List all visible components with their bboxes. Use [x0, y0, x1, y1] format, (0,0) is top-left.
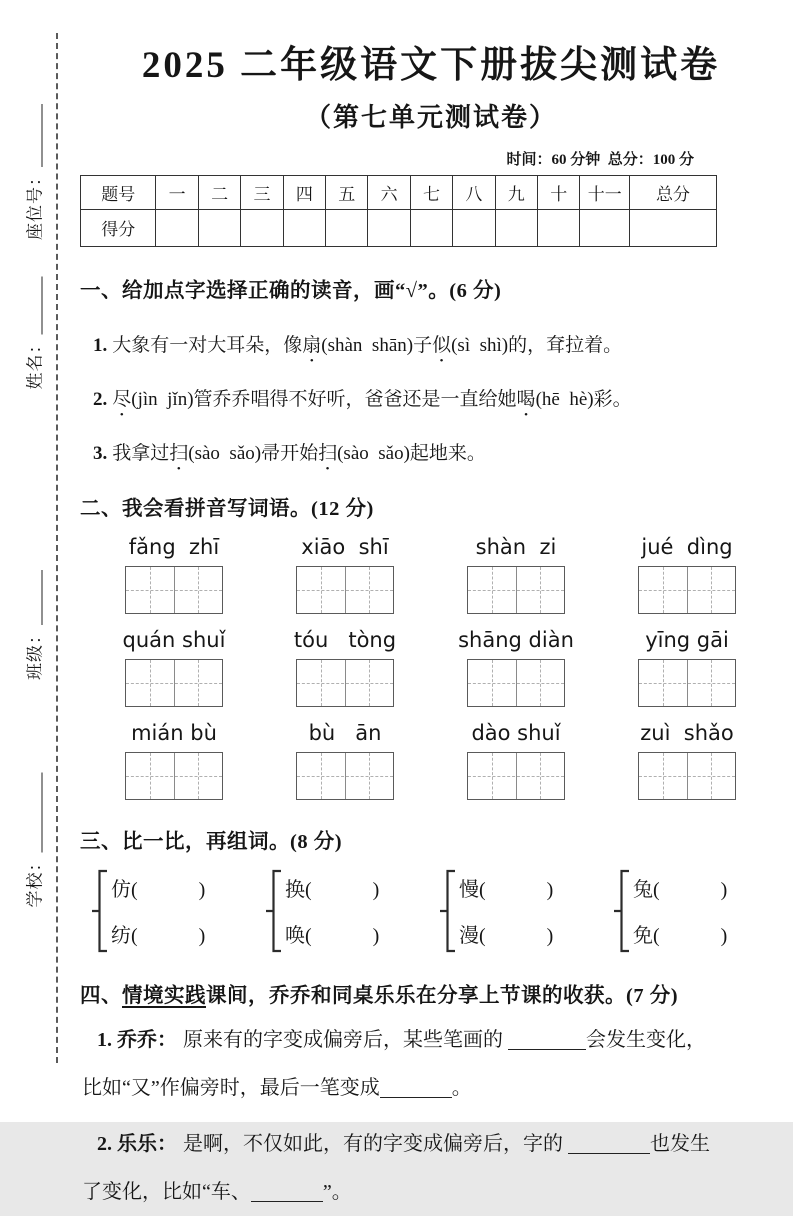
dotted-character: 扫	[169, 442, 189, 464]
pinyin-word-column	[285, 721, 405, 800]
text-segment: (jìn jǐn)管乔乔唱得不好听，爸爸还是一直给她	[131, 388, 517, 410]
compare-character: 慢	[459, 879, 479, 902]
pinyin-word-column	[285, 535, 405, 614]
col-header: 七	[410, 175, 452, 209]
answer-blank	[568, 1132, 650, 1153]
pinyin-label: quán shuǐ	[122, 627, 226, 652]
seat-number-blank	[40, 104, 43, 167]
paren-open: (	[653, 879, 661, 902]
text-segment: 是啊，不仅如此，有的字变成偏旁后，字的	[183, 1132, 568, 1155]
paren-open: (	[653, 925, 661, 948]
paren-close: )	[198, 925, 207, 948]
name-field	[21, 277, 46, 390]
compare-character: 免	[633, 925, 653, 948]
compare-character: 纺	[111, 925, 131, 948]
text-segment: (hē hè)彩。	[535, 388, 632, 410]
word-pair-group	[266, 868, 440, 954]
text-segment: 我拿过	[112, 442, 170, 464]
writing-grid	[296, 566, 394, 614]
score-label: 得分	[81, 209, 156, 246]
word-pair-column	[111, 873, 206, 948]
score-cell	[241, 209, 283, 246]
word-pair-line	[285, 873, 380, 902]
pinyin-word-column	[456, 628, 576, 707]
compare-character: 唤	[285, 925, 305, 948]
paren-open: (	[305, 925, 313, 948]
word-pair-line	[111, 919, 206, 948]
score-table	[80, 175, 717, 247]
pinyin-label: yīng gāi	[645, 627, 729, 652]
pinyin-label: fǎng zhī	[128, 534, 220, 559]
word-pair-group	[614, 868, 788, 954]
text-segment: 大象有一对大耳朵，像	[112, 334, 303, 356]
pinyin-word-column	[627, 721, 747, 800]
score-cell	[453, 209, 495, 246]
section-1-pronunciation	[80, 273, 782, 465]
question-item	[80, 384, 782, 411]
text-segment: 情境实践	[122, 984, 206, 1007]
score-cell	[368, 209, 410, 246]
paren-close: )	[546, 879, 555, 902]
class-field	[21, 570, 46, 680]
word-pair-column	[459, 873, 554, 948]
speaker-label: 2. 乐乐：	[97, 1132, 177, 1155]
score-cell	[326, 209, 368, 246]
score-cell	[538, 209, 580, 246]
paren-close: )	[372, 879, 381, 902]
pinyin-label: jué dìng	[641, 534, 733, 559]
word-pair-line	[111, 873, 206, 902]
writing-grid	[467, 752, 565, 800]
word-pair-line	[459, 873, 554, 902]
text-segment: 。	[451, 1076, 472, 1099]
compare-character: 仿	[111, 879, 131, 902]
writing-grid	[638, 659, 736, 707]
section-3-word-pairs	[80, 824, 782, 954]
text-segment: 了变化，比如“车、	[82, 1180, 251, 1203]
word-pair-group	[92, 868, 266, 954]
text-segment: 原来有的字变成偏旁后，某些笔画的	[183, 1028, 508, 1051]
pinyin-word-column	[114, 535, 234, 614]
compare-character: 漫	[459, 925, 479, 948]
dotted-character: 喝	[516, 388, 536, 410]
dotted-character: 尽	[112, 388, 132, 410]
pinyin-label: bù ān	[308, 720, 382, 745]
word-pair-line	[285, 919, 380, 948]
col-header: 一	[156, 175, 198, 209]
writing-grid	[296, 752, 394, 800]
pinyin-word-column	[114, 628, 234, 707]
paper-title: 2025 二年级语文下册拔尖测试卷	[141, 45, 721, 86]
pair-bracket	[614, 868, 630, 954]
section-1-items	[80, 330, 782, 465]
score-table-score-row	[81, 209, 717, 246]
text-segment: 也发生	[650, 1132, 710, 1155]
pinyin-word-column	[627, 628, 747, 707]
answer-blank	[380, 1076, 452, 1097]
col-header: 八	[453, 175, 495, 209]
dotted-character: 扫	[318, 442, 338, 464]
pinyin-word-column	[114, 721, 234, 800]
writing-grid	[296, 659, 394, 707]
paren-open: (	[479, 879, 487, 902]
text-segment: 会发生变化，	[586, 1028, 706, 1051]
question-item	[80, 330, 782, 357]
seat-number-label: 座位号：	[25, 168, 45, 240]
score-cell	[198, 209, 240, 246]
paper-content	[80, 0, 782, 1216]
pinyin-label: tóu tòng	[293, 627, 397, 652]
qnum-label: 题号	[81, 175, 156, 209]
writing-grid	[467, 659, 565, 707]
section-1-heading: 一、给加点字选择正确的读音，画“√”。(6 分)	[80, 279, 502, 302]
section-2-pinyin-writing	[80, 491, 782, 800]
class-label: 班级：	[25, 626, 45, 680]
pinyin-word-column	[627, 535, 747, 614]
word-pair-column	[285, 873, 380, 948]
score-cell	[495, 209, 537, 246]
word-pair-line	[459, 919, 554, 948]
name-blank	[40, 277, 43, 335]
paren-open: (	[305, 879, 313, 902]
pinyin-label: dào shuǐ	[471, 720, 561, 745]
paren-open: (	[131, 879, 139, 902]
paren-close: )	[720, 879, 729, 902]
paper-subtitle: （第七单元测试卷）	[304, 102, 557, 132]
paren-open: (	[131, 925, 139, 948]
score-cell	[630, 209, 717, 246]
exam-meta: 时间：60 分钟 总分：100 分	[506, 151, 694, 168]
section-4-items	[80, 1016, 782, 1216]
col-header: 九	[495, 175, 537, 209]
answer-blank	[251, 1180, 323, 1201]
col-header: 六	[368, 175, 410, 209]
name-label: 姓名：	[25, 335, 45, 390]
dotted-character: 扇	[302, 334, 322, 356]
writing-grid	[125, 659, 223, 707]
dialogue-item	[80, 1120, 782, 1216]
section-4-heading	[80, 978, 782, 1008]
paren-close: )	[720, 925, 729, 948]
pair-bracket	[440, 868, 456, 954]
score-cell	[580, 209, 630, 246]
col-header: 十	[538, 175, 580, 209]
section-3-heading: 三、比一比，再组词。(8 分)	[80, 830, 343, 853]
pair-bracket	[266, 868, 282, 954]
score-cell	[156, 209, 198, 246]
seat-number-field	[21, 104, 46, 240]
word-pair-column	[633, 873, 728, 948]
class-blank	[40, 570, 43, 625]
pair-bracket	[92, 868, 108, 954]
pinyin-label: mián bù	[131, 720, 217, 745]
section-2-rows	[80, 535, 782, 800]
text-segment: (shàn shān)子	[321, 334, 433, 356]
text-segment: (sì shì)的，耷拉着。	[451, 334, 623, 356]
paren-close: )	[372, 925, 381, 948]
pinyin-row	[80, 628, 782, 707]
text-segment: 比如“又”作偏旁时，最后一笔变成	[82, 1076, 380, 1099]
writing-grid	[638, 566, 736, 614]
pinyin-word-column	[285, 628, 405, 707]
score-cell	[283, 209, 325, 246]
school-field	[21, 773, 46, 908]
pinyin-label: shāng diàn	[458, 627, 574, 652]
answer-blank	[508, 1028, 586, 1049]
col-header: 二	[198, 175, 240, 209]
writing-grid	[638, 752, 736, 800]
score-cell	[410, 209, 452, 246]
writing-grid	[467, 566, 565, 614]
section-2-heading: 二、我会看拼音写词语。(12 分)	[80, 497, 374, 520]
fold-dashed-line	[56, 33, 58, 1063]
text-segment: 四、	[80, 984, 122, 1007]
col-header: 四	[283, 175, 325, 209]
writing-grid	[125, 752, 223, 800]
text-segment: 课间，乔乔和同桌乐乐在分享上节课的收获。(7 分)	[206, 984, 679, 1007]
writing-grid	[125, 566, 223, 614]
paren-close: )	[546, 925, 555, 948]
pinyin-label: xiāo shī	[301, 534, 389, 559]
question-number: 2.	[93, 388, 108, 410]
speaker-label: 1. 乔乔：	[97, 1028, 177, 1051]
word-pair-line	[633, 873, 728, 902]
text-segment: ”。	[322, 1180, 352, 1203]
word-pair-line	[633, 919, 728, 948]
col-header: 三	[241, 175, 283, 209]
pinyin-label: shàn zi	[475, 534, 557, 559]
compare-character: 兔	[633, 879, 653, 902]
school-label: 学校：	[25, 853, 45, 908]
dotted-character: 似	[432, 334, 452, 356]
question-number: 3.	[93, 442, 108, 464]
dialogue-item	[80, 1016, 782, 1112]
paren-open: (	[479, 925, 487, 948]
section-4-dialogue	[80, 978, 782, 1216]
word-pair-group	[440, 868, 614, 954]
text-segment: (sào sǎo)起地来。	[337, 442, 486, 464]
pinyin-row	[80, 535, 782, 614]
total-label: 总分	[630, 175, 717, 209]
pinyin-word-column	[456, 535, 576, 614]
pinyin-label: zuì shǎo	[640, 720, 734, 745]
paren-close: )	[198, 879, 207, 902]
school-blank	[40, 773, 43, 853]
section-3-pairs	[80, 868, 782, 954]
pinyin-word-column	[456, 721, 576, 800]
question-item	[80, 438, 782, 465]
score-table-header-row	[81, 175, 717, 209]
text-segment: (sào sǎo)帚开始	[188, 442, 319, 464]
question-number: 1.	[93, 334, 108, 356]
pinyin-row	[80, 721, 782, 800]
compare-character: 换	[285, 879, 305, 902]
col-header: 十一	[580, 175, 630, 209]
col-header: 五	[326, 175, 368, 209]
